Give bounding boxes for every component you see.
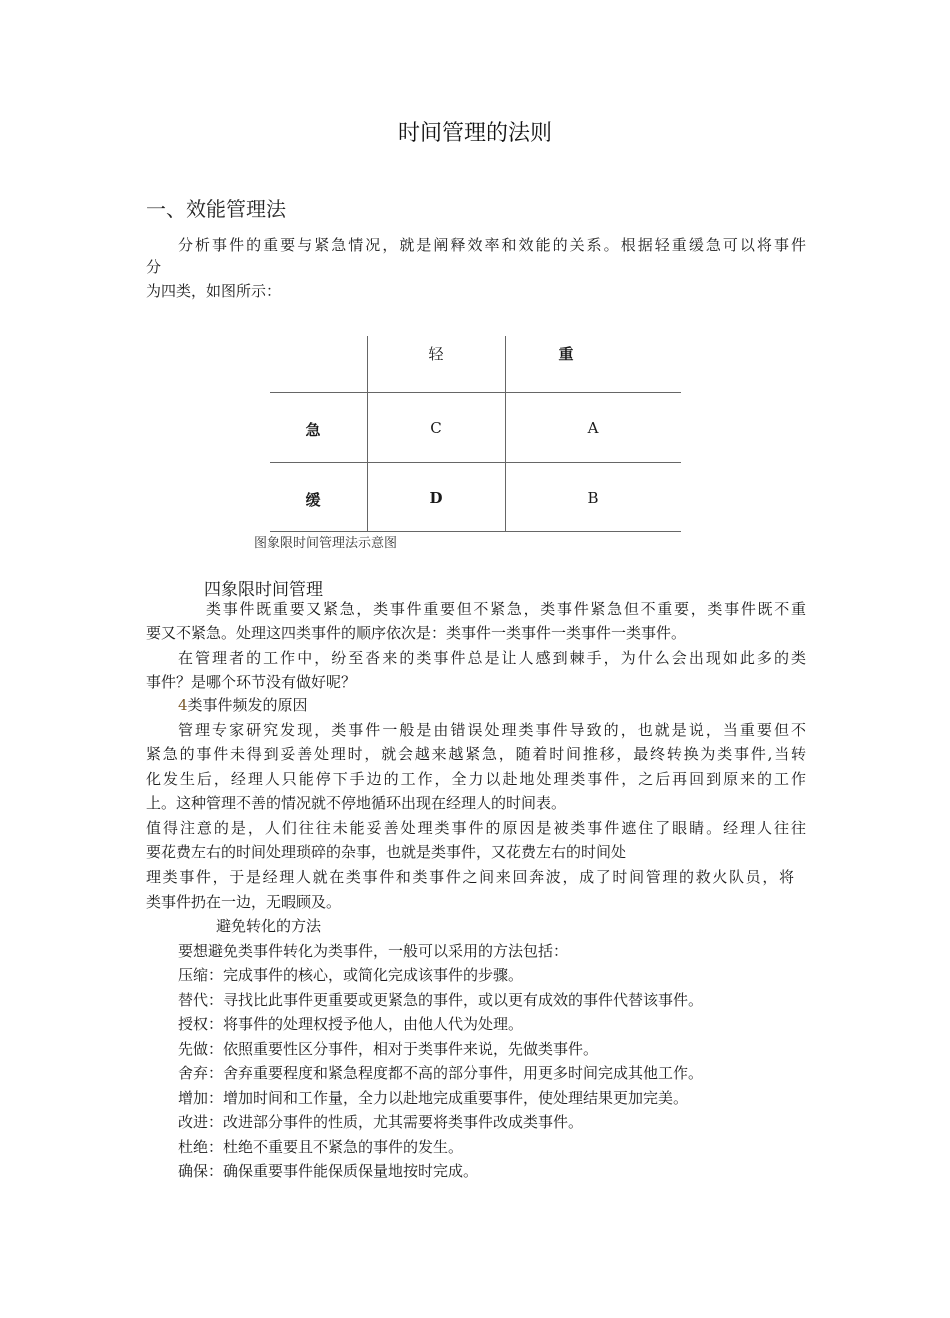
section-heading-efficiency: 一、效能管理法 [146, 197, 286, 221]
method-item: 先做：依照重要性区分事件，相对于类事件来说，先做类事件。 [178, 1040, 599, 1058]
matrix-cell-a: A [587, 419, 599, 437]
method-item: 增加：增加时间和工作量，全力以赴地完成重要事件，使处理结果更加完美。 [178, 1089, 689, 1107]
body-line: 值得注意的是，人们往往未能妥善处理类事件的原因是被类事件遮住了眼睛。经理人往往 [146, 819, 806, 837]
body-line: 类事件扔在一边，无暇顾及。 [146, 893, 342, 911]
method-item: 改进：改进部分事件的性质，尤其需要将类事件改成类事件。 [178, 1113, 584, 1131]
body-line: 上。这种管理不善的情况就不停地循环出现在经理人的时间表。 [146, 794, 567, 812]
body-line: 要花费左右的时间处理琐碎的杂事，也就是类事件，又花费左右的时间处 [146, 843, 627, 861]
body-line: 紧急的事件未得到妥善处理时，就会越来越紧急，随着时间推移，最终转换为类事件,当转 [146, 745, 806, 763]
intro-paragraph-line: 分 [146, 258, 162, 276]
matrix-row-urgent: 急 [305, 421, 321, 439]
matrix-cell-b: B [587, 489, 599, 507]
matrix-horizontal-line [270, 392, 681, 393]
method-item: 压缩：完成事件的核心，或简化完成该事件的步骤。 [178, 966, 524, 984]
body-line: 管理专家研究发现，类事件一般是由错误处理类事件导致的，也就是说，当重要但不 [178, 721, 806, 739]
method-item: 授权：将事件的处理权授予他人，由他人代为处理。 [178, 1015, 524, 1033]
section-heading-methods: 避免转化的方法 [216, 917, 322, 935]
section-number: 4 [178, 696, 188, 714]
body-line: 类事件既重要又紧急，类事件重要但不紧急，类事件紧急但不重要，类事件既不重 [206, 600, 806, 618]
matrix-caption: 图象限时间管理法示意图 [254, 536, 398, 551]
methods-intro: 要想避免类事件转化为类事件，一般可以采用的方法包括： [178, 942, 569, 960]
body-line: 要又不紧急。处理这四类事件的顺序依次是：类事件一类事件一类事件一类事件。 [146, 624, 687, 642]
section-heading-causes [178, 694, 308, 716]
matrix-row-slow: 缓 [305, 491, 321, 509]
matrix-vertical-line [505, 336, 506, 532]
intro-paragraph-line: 为四类，如图所示： [146, 282, 282, 300]
body-line: 理类事件，于是经理人就在类事件和类事件之间来回奔波，成了时间管理的救火队员，将 [146, 868, 794, 886]
matrix-col-light: 轻 [428, 345, 444, 363]
intro-paragraph-line: 分析事件的重要与紧急情况，就是阐释效率和效能的关系。根据轻重缓急可以将事件 [178, 236, 806, 254]
method-item: 确保：确保重要事件能保质保量地按时完成。 [178, 1162, 479, 1180]
matrix-horizontal-line [270, 462, 681, 463]
page-title: 时间管理的法则 [397, 121, 552, 146]
method-item: 舍弃：舍弃重要程度和紧急程度都不高的部分事件，用更多时间完成其他工作。 [178, 1064, 704, 1082]
matrix-vertical-line [367, 336, 368, 532]
section-heading-text: 类事件频发的原因 [187, 696, 308, 714]
matrix-col-heavy: 重 [558, 345, 574, 363]
body-line: 事件？是哪个环节没有做好呢？ [146, 673, 357, 691]
body-line: 在管理者的工作中，纷至沓来的类事件总是让人感到棘手，为什么会出现如此多的类 [178, 649, 806, 667]
matrix-cell-d: D [429, 489, 443, 507]
matrix-cell-c: C [430, 419, 442, 437]
method-item: 替代：寻找比此事件更重要或更紧急的事件，或以更有成效的事件代替该事件。 [178, 991, 704, 1009]
body-line: 化发生后，经理人只能停下手边的工作，全力以赴地处理类事件，之后再回到原来的工作 [146, 770, 806, 788]
method-item: 杜绝：杜绝不重要且不紧急的事件的发生。 [178, 1138, 464, 1156]
section-heading-four-quadrant: 四象限时间管理 [204, 580, 323, 600]
